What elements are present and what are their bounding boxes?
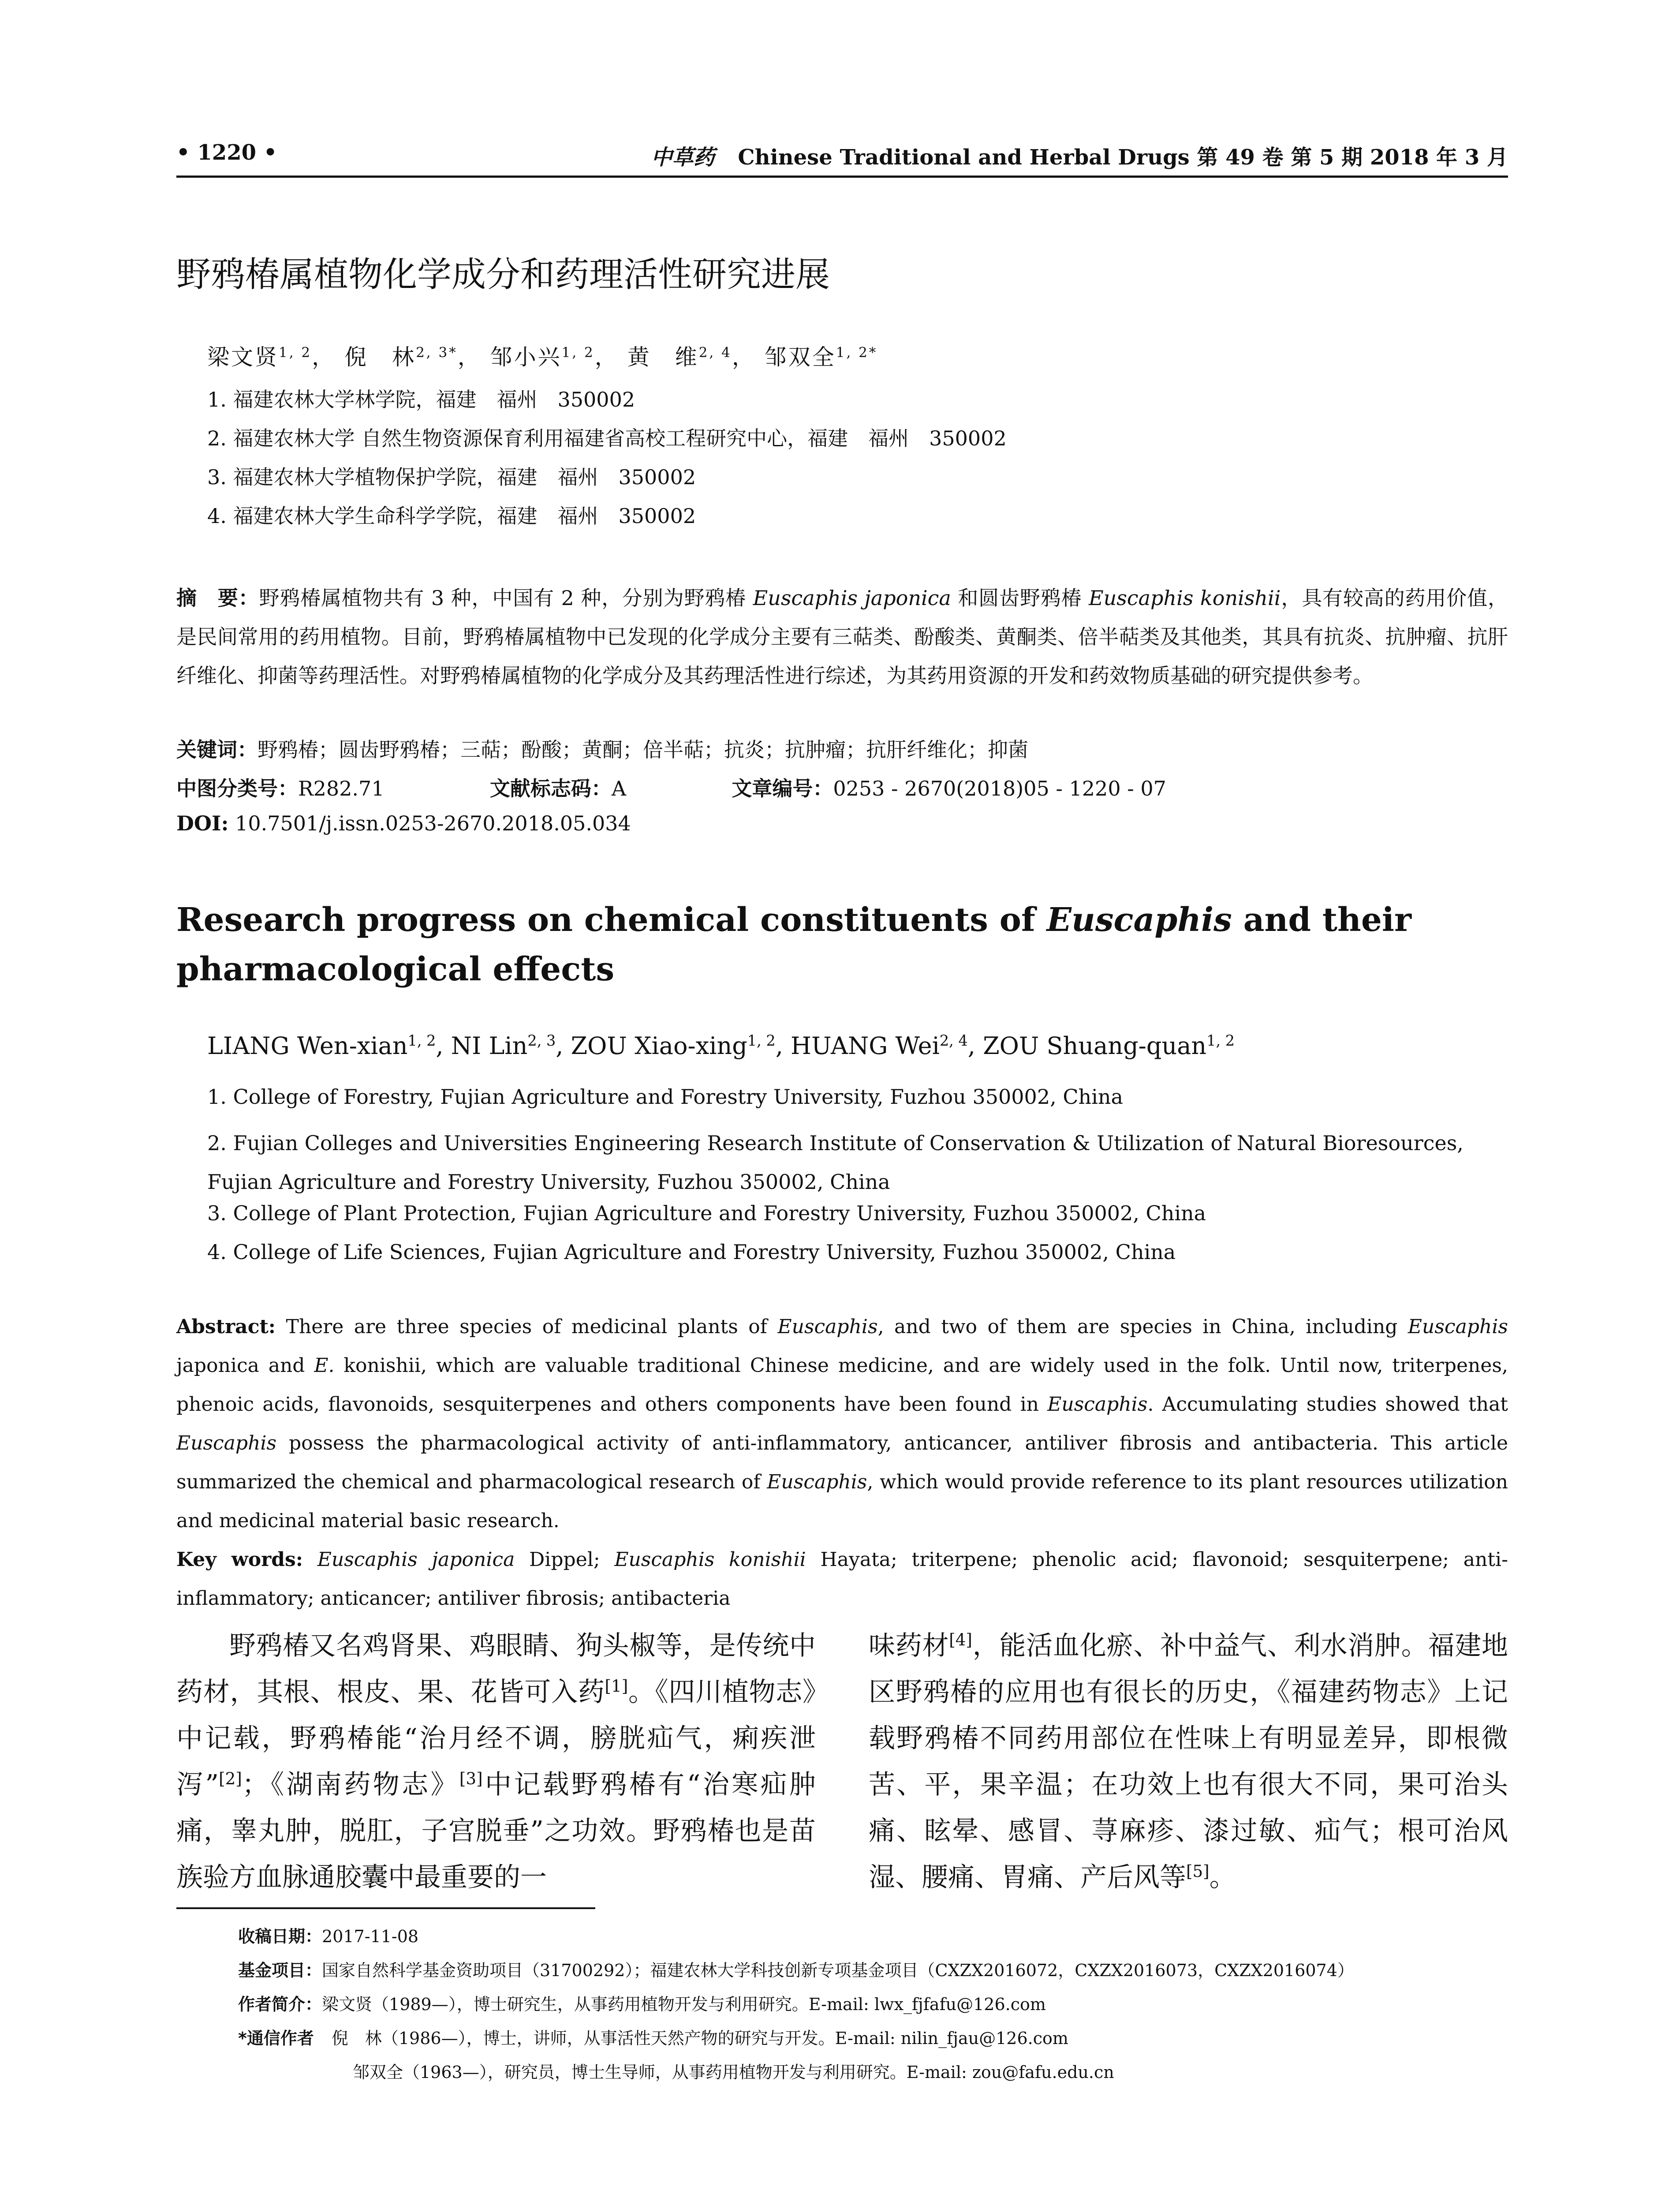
journal-logo: 中草药 xyxy=(651,145,715,170)
header-rule xyxy=(176,176,1508,178)
author-cn: 邹双全$^{1, 2*}$ xyxy=(764,344,878,370)
page-number: • 1220 • xyxy=(176,140,277,165)
footnote-fund: 基金项目：国家自然科学基金资助项目（31700292）；福建农林大学科技创新专项基金项目（CXZX2016072，CXZX2016073，CXZX2016074） xyxy=(238,1961,1354,1980)
author-cn: 倪 林$^{2, 3*}$ xyxy=(344,344,458,370)
doi-line: DOI: 10.7501/j.issn.0253-2670.2018.05.034 xyxy=(176,811,631,835)
authors-cn: 梁文贤$^{1, 2}$， 倪 林$^{2, 3*}$， 邹小兴$^{1, 2}$， 黄 维$^{2, 4}$， 邹双全$^{1, 2*}$ xyxy=(207,344,878,370)
footnote-received: 收稿日期：2017-11-08 xyxy=(238,1927,419,1946)
author-cn: 梁文贤$^{1, 2}$ xyxy=(207,344,312,370)
keywords-cn: 关键词：野鸦椿；圆齿野鸦椿；三萜；酚酸；黄酮；倍半萜；抗炎；抗肿瘤；抗肝纤维化；抑菌 xyxy=(176,738,1028,762)
journal-info xyxy=(651,140,1508,171)
affiliation-en: 1. College of Forestry, Fujian Agriculture and Forestry University, Fuzhou 350002, China xyxy=(207,1085,1123,1109)
body-column-right: 味药材[4]，能活血化瘀、补中益气、利水消肿。福建地区野鸦椿的应用也有很长的历史，《福建药物志》上记载野鸦椿不同药用部位在性味上有明显差异，即根微苦、平，果辛温；在功效上也有很大不同，果可治头痛、眩晕、感冒、荨麻疹、漆过敏、疝气；根可治风湿、腰痛、胃痛、产后风等[5]。 xyxy=(869,1630,1508,1893)
affiliation-cn: 2. 福建农林大学 自然生物资源保育利用福建省高校工程研究中心，福建 福州 350002 xyxy=(207,426,1007,450)
journal-issue: Chinese Traditional and Herbal Drugs 第 49 卷 第 5 期 2018 年 3 月 xyxy=(738,145,1508,170)
footnote-corresponding-2: 邹双全（1963—），研究员，博士生导师，从事药用植物开发与利用研究。E-mail: zou@fafu.edu.cn xyxy=(353,2063,1114,2082)
authors-en: LIANG Wen-xian$^{1, 2}$, NI Lin$^{2, 3}$, ZOU Xiao-xing$^{1, 2}$, HUANG Wei$^{2, 4}$, ZOU Shuang-quan$^{1, 2}$ xyxy=(207,1032,1235,1060)
affiliation-cn: 3. 福建农林大学植物保护学院，福建 福州 350002 xyxy=(207,465,696,489)
running-header xyxy=(176,140,1508,171)
footnote-bio: 作者简介：梁文贤（1989—），博士研究生，从事药用植物开发与利用研究。E-mail: lwx_fjfafu@126.com xyxy=(238,1995,1046,2014)
author-cn: 邹小兴$^{1, 2}$ xyxy=(490,344,595,370)
title-cn: 野鸦椿属植物化学成分和药理活性研究进展 xyxy=(176,255,830,295)
classification-line: 中图分类号：R282.71 文献标志码：A 文章编号：0253 - 2670(2018)05 - 1220 - 07 xyxy=(176,777,1166,800)
affiliation-en: 2. Fujian Colleges and Universities Engineering Research Institute of Conservation & Utilization of Natural Bioresources, Fujian Agriculture and Forestry University, Fuzhou 350002, China xyxy=(207,1131,1463,1194)
affiliation-en: 4. College of Life Sciences, Fujian Agriculture and Forestry University, Fuzhou 350002, China xyxy=(207,1240,1176,1264)
author-cn: 黄 维$^{2, 4}$ xyxy=(627,344,732,370)
abstract-en: Abstract: There are three species of medicinal plants of Euscaphis, and two of them are species in China, including Euscaphis japonica and E. konishii, which are valuable traditional Chinese medicine, and are widely used in the folk. Until now, triterpenes, phenoic acids, flavonoids, sesquiterpenes and others components have been found in Euscaphis. Accumulating studies showed that Euscaphis possess the pharmacological activity of anti-inflammatory, anticancer, antiliver fibrosis and antibacteria. This article summarized the chemical and pharmacological research of Euscaphis, which would provide reference to its plant resources utilization and medicinal material basic research. Key words: Euscaphis japonica Dippel; Euscaphis konishii Hayata; triterpene; phenolic acid; flavonoid; sesquiterpene; anti-inflammatory; anticancer; antiliver fibrosis; antibacteria xyxy=(176,1316,1508,1610)
body-column-left: 野鸦椿又名鸡肾果、鸡眼睛、狗头椒等，是传统中药材，其根、根皮、果、花皆可入药[1]。《四川植物志》中记载，野鸦椿能“治月经不调，膀胱疝气，痢疾泄泻”[2]；《湖南药物志》[3]中记载野鸦椿有“治寒疝肿痛，睾丸肿，脱肛，子宫脱垂”之功效。野鸦椿也是苗族验方血脉通胶囊中最重要的一 xyxy=(176,1630,816,1893)
abstract-cn: 摘 要：野鸦椿属植物共有 3 种，中国有 2 种，分别为野鸦椿 Euscaphis japonica 和圆齿野鸦椿 Euscaphis konishii，具有较高的药用价值，是民间常用的药用植物。目前，野鸦椿属植物中已发现的化学成分主要有三萜类、酚酸类、黄酮类、倍半萜类及其他类，其具有抗炎、抗肿瘤、抗肝纤维化、抑菌等药理活性。对野鸦椿属植物的化学成分及其药理活性进行综述，为其药用资源的开发和药效物质基础的研究提供参考。 xyxy=(176,586,1508,688)
affiliation-cn: 4. 福建农林大学生命科学学院，福建 福州 350002 xyxy=(207,504,696,528)
keywords-en: Key words: Euscaphis japonica Dippel; Euscaphis konishii Hayata; triterpene; phenolic acid; flavonoid; sesquiterpene; anti-inflammatory; anticancer; antiliver fibrosis; antibacteria xyxy=(176,1548,1508,1610)
footnote-rule xyxy=(176,1907,595,1909)
footnote-corresponding: *通信作者 倪 林（1986—），博士，讲师，从事活性天然产物的研究与开发。E-mail: nilin_fjau@126.com xyxy=(238,2029,1068,2048)
title-en: Research progress on chemical constituents of Euscaphis and their pharmacological effects xyxy=(176,901,1412,988)
affiliation-en: 3. College of Plant Protection, Fujian Agriculture and Forestry University, Fuzhou 350002, China xyxy=(207,1201,1206,1225)
affiliation-cn: 1. 福建农林大学林学院，福建 福州 350002 xyxy=(207,388,635,411)
